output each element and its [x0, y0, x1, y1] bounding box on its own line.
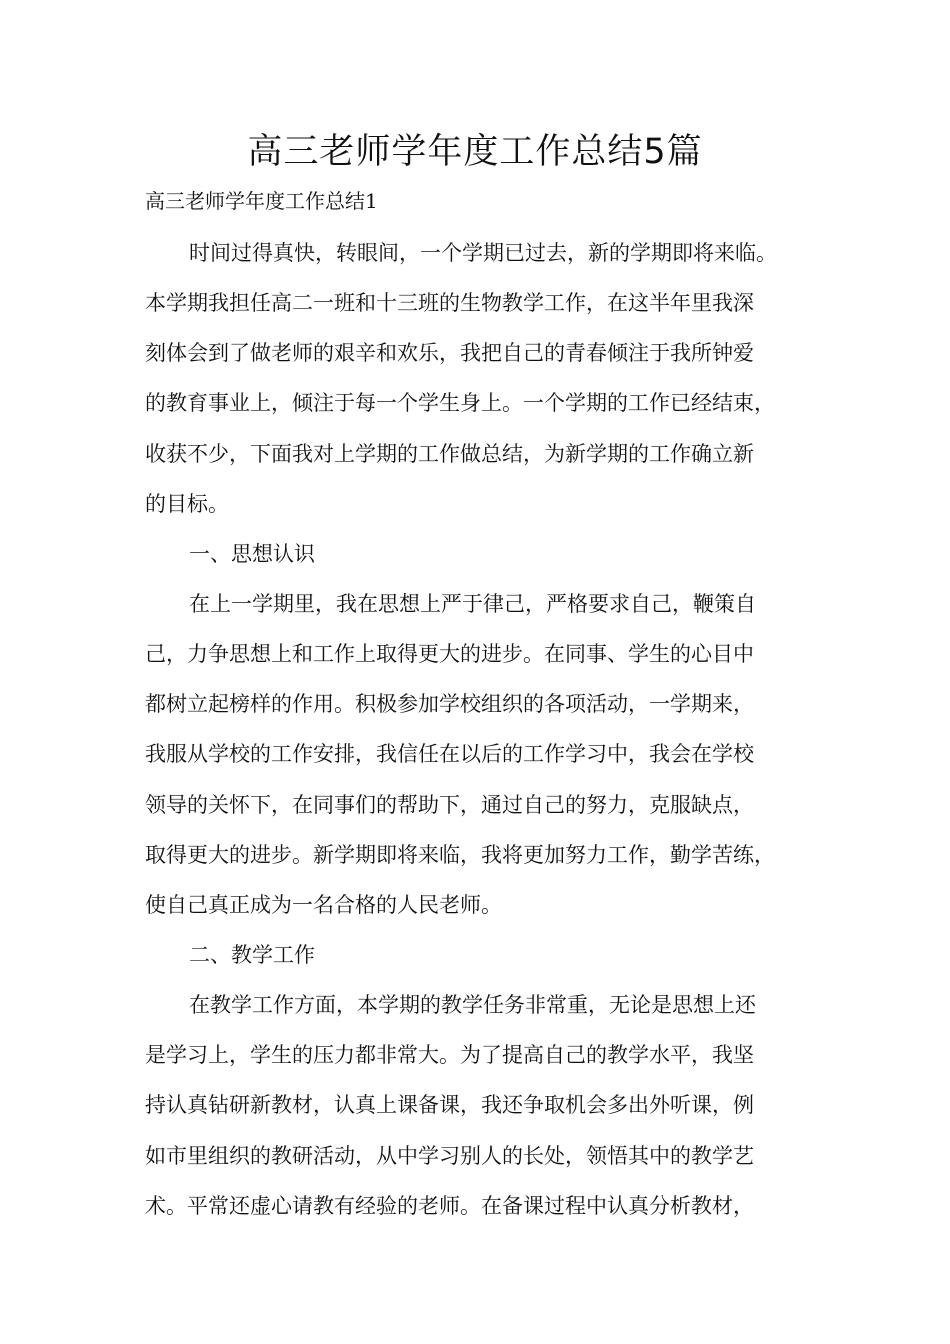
paragraph-2-line-6: 取得更大的进步。新学期即将来临，我将更加努力工作，勤学苦练， — [145, 842, 775, 867]
document-title: 高三老师学年度工作总结5篇 — [247, 132, 703, 172]
paragraph-2-line-2: 己，力争思想上和工作上取得更大的进步。在同事、学生的心目中 — [145, 642, 754, 667]
paragraph-2-line-5: 领导的关怀下，在同事们的帮助下，通过自己的努力，克服缺点， — [145, 792, 754, 817]
paragraph-1-line-5: 收获不少，下面我对上学期的工作做总结，为新学期的工作确立新 — [145, 441, 754, 466]
section-heading-1: 一、思想认识 — [189, 541, 315, 566]
document-body — [145, 228, 825, 1231]
paragraph-3-line-1: 在教学工作方面，本学期的教学任务非常重，无论是思想上还 — [189, 993, 756, 1018]
paragraph-3-line-4: 如市里组织的教研活动，从中学习别人的长处，领悟其中的教学艺 — [145, 1143, 754, 1168]
paragraph-1-line-2: 本学期我担任高二一班和十三班的生物教学工作，在这半年里我深 — [145, 291, 754, 316]
paragraph-2-line-4: 我服从学校的工作安排，我信任在以后的工作学习中，我会在学校 — [145, 742, 754, 767]
section-subtitle: 高三老师学年度工作总结1 — [145, 189, 378, 213]
paragraph-2-line-3: 都树立起榜样的作用。积极参加学校组织的各项活动，一学期来， — [145, 692, 754, 717]
paragraph-3-line-2: 是学习上，学生的压力都非常大。为了提高自己的教学水平，我坚 — [145, 1043, 754, 1068]
paragraph-2-line-7: 使自己真正成为一名合格的人民老师。 — [145, 892, 502, 917]
paragraph-1-line-1: 时间过得真快，转眼间，一个学期已过去，新的学期即将来临。 — [189, 241, 777, 265]
paragraph-1-line-6: 的目标。 — [145, 491, 229, 516]
paragraph-3-line-3: 持认真钻研新教材，认真上课备课，我还争取机会多出外听课，例 — [145, 1093, 754, 1118]
paragraph-3-line-5: 术。平常还虚心请教有经验的老师。在备课过程中认真分析教材， — [145, 1193, 754, 1218]
paragraph-1-line-3: 刻体会到了做老师的艰辛和欢乐，我把自己的青春倾注于我所钟爱 — [145, 341, 754, 366]
section-heading-2: 二、教学工作 — [189, 942, 315, 967]
paragraph-1-line-4: 的教育事业上，倾注于每一个学生身上。一个学期的工作已经结束， — [145, 391, 775, 416]
paragraph-2-line-1: 在上一学期里，我在思想上严于律己，严格要求自己，鞭策自 — [189, 591, 756, 616]
